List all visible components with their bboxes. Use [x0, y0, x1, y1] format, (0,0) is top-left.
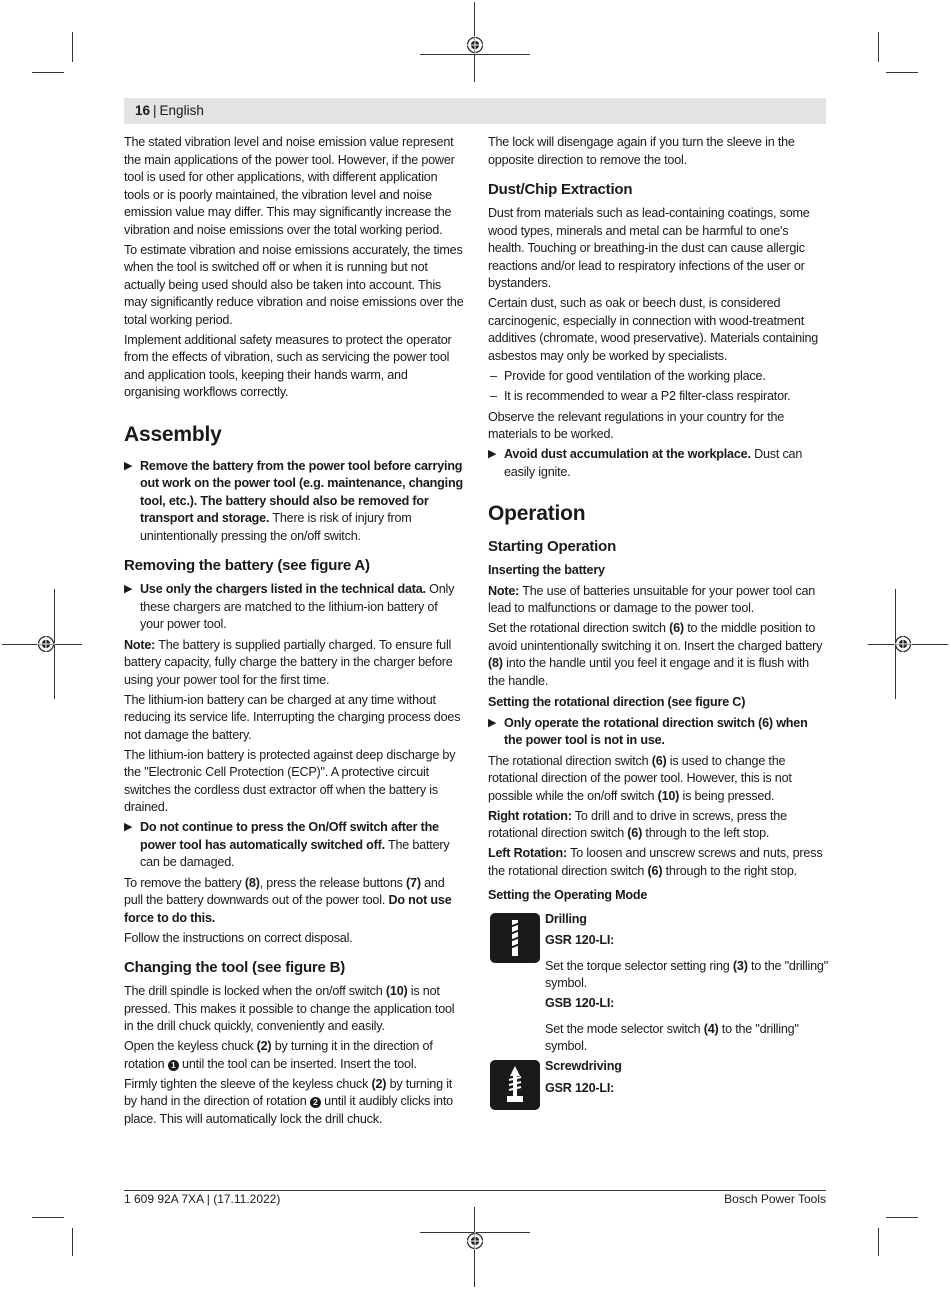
- subheading-operating-mode: Setting the Operating Mode: [488, 888, 648, 902]
- registration-mark-icon: [894, 635, 912, 653]
- model-label: GSB 120-LI:: [545, 996, 615, 1010]
- registration-mark-icon: [466, 36, 484, 54]
- paragraph: Implement additional safety measures to protect the operator from the effects of vibration, such as servicing the power tool and application tools, keeping their hands warm, and organising workflows correctly.: [124, 332, 452, 399]
- drill-bit-icon: [490, 913, 540, 963]
- registration-mark-icon: [37, 635, 55, 653]
- dash-list-item: – Provide for good ventilation of the working place.: [490, 368, 766, 383]
- triangle-bullet-icon: ▶: [488, 716, 497, 729]
- paragraph: Left Rotation: To loosen and unscrew screws and nuts, press the rotational direction switch (6) through to the right stop.: [488, 846, 823, 878]
- model-label: GSR 120-LI:: [545, 933, 615, 947]
- mode-title: Screwdriving: [545, 1059, 622, 1073]
- crop-mark: [878, 1228, 879, 1256]
- paragraph: Set the mode selector switch (4) to the "drilling" symbol.: [545, 1021, 799, 1053]
- crop-mark: [886, 72, 918, 73]
- triangle-bullet-icon: ▶: [124, 459, 133, 472]
- paragraph: The stated vibration level and noise emission value represent the main applications of the power tool. However, if the power tool is used for other applications, with different application tools or is poorly maintained, the vibration level and noise emission value may differ. This may significantly increase the vibration and noise emissions over the total working period.: [124, 135, 455, 237]
- header-language: English: [159, 103, 204, 118]
- footer-rule: [124, 1190, 826, 1191]
- model-label: GSR 120-LI:: [545, 1080, 615, 1095]
- subheading-rotational-direction: Setting the rotational direction (see figure C): [488, 695, 746, 709]
- paragraph: The lithium-ion battery can be charged at any time without reducing its service life. Interrupting the charging process does not damage the battery.: [124, 692, 461, 742]
- left-column: [124, 134, 464, 1131]
- crop-mark: [32, 72, 64, 73]
- crop-mark: [72, 1228, 73, 1256]
- paragraph: To estimate vibration and noise emissions accurately, the times when the tool is switched off or when it is running but not actually being used should also be taken into account. This may significantly reduce vibration and noise emissions over the total working period.: [124, 242, 464, 327]
- paragraph: Right rotation: To drill and to drive in screws, press the rotational direction switch (6) through to the left stop.: [488, 808, 787, 840]
- subheading-inserting-battery: Inserting the battery: [488, 563, 605, 577]
- note-paragraph: Note: The battery is supplied partially charged. To ensure full battery capacity, fully charge the battery in the charger before using your power tool for the first time.: [124, 637, 453, 687]
- paragraph: Dust from materials such as lead-containing coatings, some wood types, minerals and metal can be harmful to one's health. Touching or breathing-in the dust can cause allergic reactions and/or lead to respiratory infections of the user or bystanders.: [488, 206, 810, 290]
- paragraph: The lithium-ion battery is protected against deep discharge by the "Electronic Cell Protection (ECP)". A protective circuit switches the cordless dust extractor off when the battery is drained.: [124, 747, 456, 814]
- page-header: [124, 98, 826, 124]
- mode-title: Drilling: [545, 911, 587, 926]
- right-column: [488, 134, 828, 1108]
- footer-brand: Bosch Power Tools: [724, 1192, 826, 1206]
- paragraph: Certain dust, such as oak or beech dust, is considered carcinogenic, especially in connection with wood-treatment additives (chromate, wood preservative). Materials containing asbestos may only be worked by specialists.: [488, 296, 819, 363]
- crop-mark: [32, 1217, 64, 1218]
- paragraph: Set the torque selector setting ring (3) to the "drilling" symbol.: [545, 958, 828, 990]
- paragraph: Follow the instructions on correct disposal.: [124, 930, 353, 945]
- mode-drilling: [488, 911, 828, 1056]
- warning-bullet: ▶ Avoid dust accumulation at the workplace. Dust can easily ignite.: [488, 447, 803, 479]
- section-title-operation: Operation: [488, 502, 586, 525]
- triangle-bullet-icon: ▶: [124, 583, 133, 595]
- warning-bullet: ▶ Do not continue to press the On/Off switch after the power tool has automatically switched off. The battery can be damaged.: [124, 820, 450, 869]
- subsection-title-starting-operation: Starting Operation: [488, 538, 617, 555]
- paragraph: Observe the relevant regulations in your country for the materials to be worked.: [488, 409, 785, 441]
- rotation-number-icon: 2: [310, 1097, 321, 1108]
- subsection-title-changing-tool: Changing the tool (see figure B): [124, 959, 346, 976]
- warning-bullet: ▶ Remove the battery from the power tool before carrying out work on the power tool (e.g. maintenance, changing tool, etc.). The battery should also be removed for transport and storage. There is risk of injury from unintentionally pressing the on/off switch.: [124, 458, 463, 543]
- warning-bullet: ▶ Use only the chargers listed in the technical data. Only these chargers are matched to the lithium-ion battery of your power tool.: [124, 582, 455, 631]
- subsection-title-dust-extraction: Dust/Chip Extraction: [488, 181, 633, 198]
- paragraph: Set the rotational direction switch (6) to the middle position to avoid unintentionally switching it on. Insert the charged battery (8) into the handle until you feel it engage and it is flush with the handle.: [488, 621, 823, 688]
- note-paragraph: Note: The use of batteries unsuitable for your power tool can lead to malfunctions or damage to the power tool.: [488, 583, 816, 615]
- section-title-assembly: Assembly: [124, 422, 222, 446]
- footer-doc-number: 1 609 92A 7XA | (17.11.2022): [124, 1192, 281, 1206]
- paragraph: The drill spindle is locked when the on/off switch (10) is not pressed. This makes it possible to change the application tool in the drill chuck quickly, conveniently and easily.: [124, 984, 455, 1033]
- paragraph: To remove the battery (8), press the release buttons (7) and pull the battery downwards out of the power tool. Do not use force to do this.: [124, 875, 452, 925]
- screw-icon: [490, 1060, 540, 1110]
- rotation-number-icon: 1: [168, 1060, 179, 1071]
- dash-list-item: – It is recommended to wear a P2 filter-class respirator.: [490, 389, 791, 403]
- paragraph: Open the keyless chuck (2) by turning it in the direction of rotation 1 until the tool can be inserted. Insert the tool.: [124, 1039, 433, 1071]
- paragraph: The rotational direction switch (6) is used to change the rotational direction of the power tool. However, this is not possible while the on/off switch (10) is being pressed.: [488, 753, 792, 803]
- triangle-bullet-icon: ▶: [124, 821, 133, 833]
- warning-bullet: ▶ Only operate the rotational direction switch (6) when the power tool is not in use.: [488, 715, 808, 747]
- page-number: 16: [135, 103, 151, 118]
- header-separator: |: [153, 103, 157, 118]
- crop-mark: [420, 54, 530, 55]
- crop-mark: [878, 32, 879, 62]
- crop-mark: [886, 1217, 918, 1218]
- paragraph: The lock will disengage again if you turn the sleeve in the opposite direction to remove the tool.: [488, 135, 795, 167]
- mode-screwdriving: [488, 1058, 828, 1108]
- registration-mark-icon: [466, 1232, 484, 1250]
- triangle-bullet-icon: ▶: [488, 448, 497, 460]
- crop-mark: [72, 32, 73, 62]
- subsection-title-removing-battery: Removing the battery (see figure A): [124, 557, 370, 574]
- paragraph: Firmly tighten the sleeve of the keyless chuck (2) by turning it by hand in the direction of rotation 2 until it audibly clicks into place. This will automatically lock the drill chuck.: [124, 1076, 453, 1126]
